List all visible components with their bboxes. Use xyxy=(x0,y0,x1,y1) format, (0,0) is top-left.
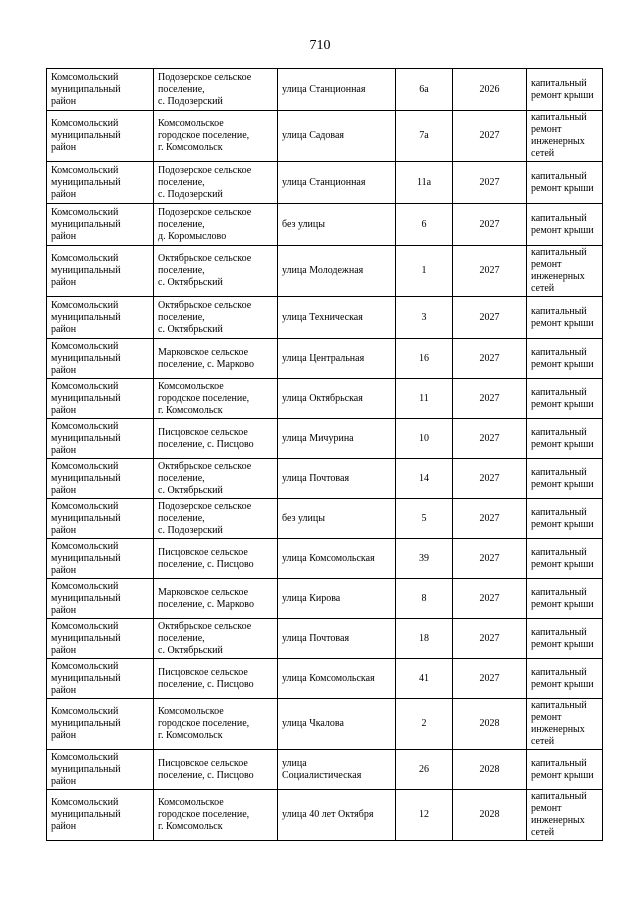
year-cell: 2027 xyxy=(453,162,527,204)
work-type-cell: капитальный ремонт инженерных сетей xyxy=(527,246,603,297)
district-cell: Комсомольский муниципальный район xyxy=(47,69,154,111)
house-number-cell: 6а xyxy=(396,69,453,111)
table-row xyxy=(47,204,603,246)
street-cell: без улицы xyxy=(278,204,396,246)
table-row xyxy=(47,297,603,339)
year-cell: 2027 xyxy=(453,419,527,459)
settlement-cell: Подозерское сельское поселение, с. Подозерский xyxy=(154,499,278,539)
settlement-cell: Октябрьское сельское поселение, с. Октябрьский xyxy=(154,619,278,659)
year-cell: 2027 xyxy=(453,459,527,499)
house-number-cell: 16 xyxy=(396,339,453,379)
street-cell: улица Комсомольская xyxy=(278,659,396,699)
street-cell: улица Станционная xyxy=(278,69,396,111)
district-cell: Комсомольский муниципальный район xyxy=(47,790,154,841)
house-number-cell: 41 xyxy=(396,659,453,699)
table-row xyxy=(47,539,603,579)
settlement-cell: Подозерское сельское поселение, д. Коромыслово xyxy=(154,204,278,246)
year-cell: 2028 xyxy=(453,699,527,750)
work-type-cell: капитальный ремонт крыши xyxy=(527,69,603,111)
district-cell: Комсомольский муниципальный район xyxy=(47,162,154,204)
year-cell: 2027 xyxy=(453,339,527,379)
street-cell: улица Мичурина xyxy=(278,419,396,459)
settlement-cell: Писцовское сельское поселение, с. Писцово xyxy=(154,750,278,790)
house-number-cell: 39 xyxy=(396,539,453,579)
house-number-cell: 10 xyxy=(396,419,453,459)
table-row xyxy=(47,659,603,699)
settlement-cell: Писцовское сельское поселение, с. Писцово xyxy=(154,659,278,699)
year-cell: 2027 xyxy=(453,204,527,246)
settlement-cell: Марковское сельское поселение, с. Марково xyxy=(154,579,278,619)
settlement-cell: Марковское сельское поселение, с. Марково xyxy=(154,339,278,379)
street-cell: улица Молодежная xyxy=(278,246,396,297)
work-type-cell: капитальный ремонт крыши xyxy=(527,459,603,499)
year-cell: 2027 xyxy=(453,619,527,659)
district-cell: Комсомольский муниципальный район xyxy=(47,750,154,790)
table-row xyxy=(47,379,603,419)
year-cell: 2028 xyxy=(453,790,527,841)
table-row xyxy=(47,69,603,111)
settlement-cell: Октябрьское сельское поселение, с. Октябрьский xyxy=(154,459,278,499)
work-type-cell: капитальный ремонт крыши xyxy=(527,419,603,459)
house-number-cell: 11а xyxy=(396,162,453,204)
house-number-cell: 8 xyxy=(396,579,453,619)
house-number-cell: 2 xyxy=(396,699,453,750)
district-cell: Комсомольский муниципальный район xyxy=(47,419,154,459)
settlement-cell: Комсомольское городское поселение, г. Комсомольск xyxy=(154,790,278,841)
district-cell: Комсомольский муниципальный район xyxy=(47,111,154,162)
work-type-cell: капитальный ремонт крыши xyxy=(527,539,603,579)
house-number-cell: 18 xyxy=(396,619,453,659)
house-number-cell: 7а xyxy=(396,111,453,162)
work-type-cell: капитальный ремонт крыши xyxy=(527,162,603,204)
street-cell: улица Почтовая xyxy=(278,619,396,659)
work-type-cell: капитальный ремонт крыши xyxy=(527,499,603,539)
district-cell: Комсомольский муниципальный район xyxy=(47,339,154,379)
settlement-cell: Комсомольское городское поселение, г. Комсомольск xyxy=(154,379,278,419)
table-row xyxy=(47,790,603,841)
street-cell: улица Техническая xyxy=(278,297,396,339)
street-cell: улица Центральная xyxy=(278,339,396,379)
street-cell: улица Социалистическая xyxy=(278,750,396,790)
year-cell: 2027 xyxy=(453,297,527,339)
work-type-cell: капитальный ремонт крыши xyxy=(527,204,603,246)
work-type-cell: капитальный ремонт инженерных сетей xyxy=(527,111,603,162)
street-cell: улица Комсомольская xyxy=(278,539,396,579)
district-cell: Комсомольский муниципальный район xyxy=(47,659,154,699)
work-type-cell: капитальный ремонт крыши xyxy=(527,750,603,790)
district-cell: Комсомольский муниципальный район xyxy=(47,699,154,750)
house-number-cell: 26 xyxy=(396,750,453,790)
district-cell: Комсомольский муниципальный район xyxy=(47,619,154,659)
settlement-cell: Подозерское сельское поселение, с. Подозерский xyxy=(154,162,278,204)
year-cell: 2027 xyxy=(453,246,527,297)
district-cell: Комсомольский муниципальный район xyxy=(47,459,154,499)
street-cell: без улицы xyxy=(278,499,396,539)
district-cell: Комсомольский муниципальный район xyxy=(47,204,154,246)
settlement-cell: Подозерское сельское поселение, с. Подозерский xyxy=(154,69,278,111)
settlement-cell: Писцовское сельское поселение, с. Писцово xyxy=(154,419,278,459)
house-number-cell: 11 xyxy=(396,379,453,419)
work-type-cell: капитальный ремонт крыши xyxy=(527,659,603,699)
street-cell: улица Садовая xyxy=(278,111,396,162)
district-cell: Комсомольский муниципальный район xyxy=(47,246,154,297)
year-cell: 2027 xyxy=(453,111,527,162)
street-cell: улица Октябрьская xyxy=(278,379,396,419)
table-row xyxy=(47,499,603,539)
house-number-cell: 3 xyxy=(396,297,453,339)
table-row xyxy=(47,162,603,204)
table-row xyxy=(47,619,603,659)
work-type-cell: капитальный ремонт крыши xyxy=(527,339,603,379)
table-body xyxy=(47,69,603,841)
year-cell: 2027 xyxy=(453,379,527,419)
district-cell: Комсомольский муниципальный район xyxy=(47,499,154,539)
house-number-cell: 6 xyxy=(396,204,453,246)
street-cell: улица Почтовая xyxy=(278,459,396,499)
district-cell: Комсомольский муниципальный район xyxy=(47,297,154,339)
table-row xyxy=(47,246,603,297)
table-row xyxy=(47,750,603,790)
year-cell: 2027 xyxy=(453,579,527,619)
district-cell: Комсомольский муниципальный район xyxy=(47,579,154,619)
house-number-cell: 12 xyxy=(396,790,453,841)
work-type-cell: капитальный ремонт крыши xyxy=(527,379,603,419)
table-row xyxy=(47,111,603,162)
work-type-cell: капитальный ремонт крыши xyxy=(527,619,603,659)
house-number-cell: 14 xyxy=(396,459,453,499)
work-type-cell: капитальный ремонт инженерных сетей xyxy=(527,790,603,841)
house-number-cell: 5 xyxy=(396,499,453,539)
district-cell: Комсомольский муниципальный район xyxy=(47,379,154,419)
settlement-cell: Комсомольское городское поселение, г. Комсомольск xyxy=(154,111,278,162)
table-row xyxy=(47,339,603,379)
year-cell: 2027 xyxy=(453,499,527,539)
work-type-cell: капитальный ремонт крыши xyxy=(527,297,603,339)
street-cell: улица Станционная xyxy=(278,162,396,204)
settlement-cell: Октябрьское сельское поселение, с. Октябрьский xyxy=(154,297,278,339)
year-cell: 2026 xyxy=(453,69,527,111)
street-cell: улица Чкалова xyxy=(278,699,396,750)
year-cell: 2027 xyxy=(453,659,527,699)
table-row xyxy=(47,579,603,619)
district-cell: Комсомольский муниципальный район xyxy=(47,539,154,579)
settlement-cell: Октябрьское сельское поселение, с. Октябрьский xyxy=(154,246,278,297)
table-row xyxy=(47,699,603,750)
settlement-cell: Писцовское сельское поселение, с. Писцово xyxy=(154,539,278,579)
house-number-cell: 1 xyxy=(396,246,453,297)
work-type-cell: капитальный ремонт крыши xyxy=(527,579,603,619)
table-row xyxy=(47,459,603,499)
year-cell: 2028 xyxy=(453,750,527,790)
street-cell: улица Кирова xyxy=(278,579,396,619)
year-cell: 2027 xyxy=(453,539,527,579)
table-row xyxy=(47,419,603,459)
street-cell: улица 40 лет Октября xyxy=(278,790,396,841)
page-number: 710 xyxy=(309,38,331,53)
data-table xyxy=(46,68,603,841)
settlement-cell: Комсомольское городское поселение, г. Комсомольск xyxy=(154,699,278,750)
work-type-cell: капитальный ремонт инженерных сетей xyxy=(527,699,603,750)
